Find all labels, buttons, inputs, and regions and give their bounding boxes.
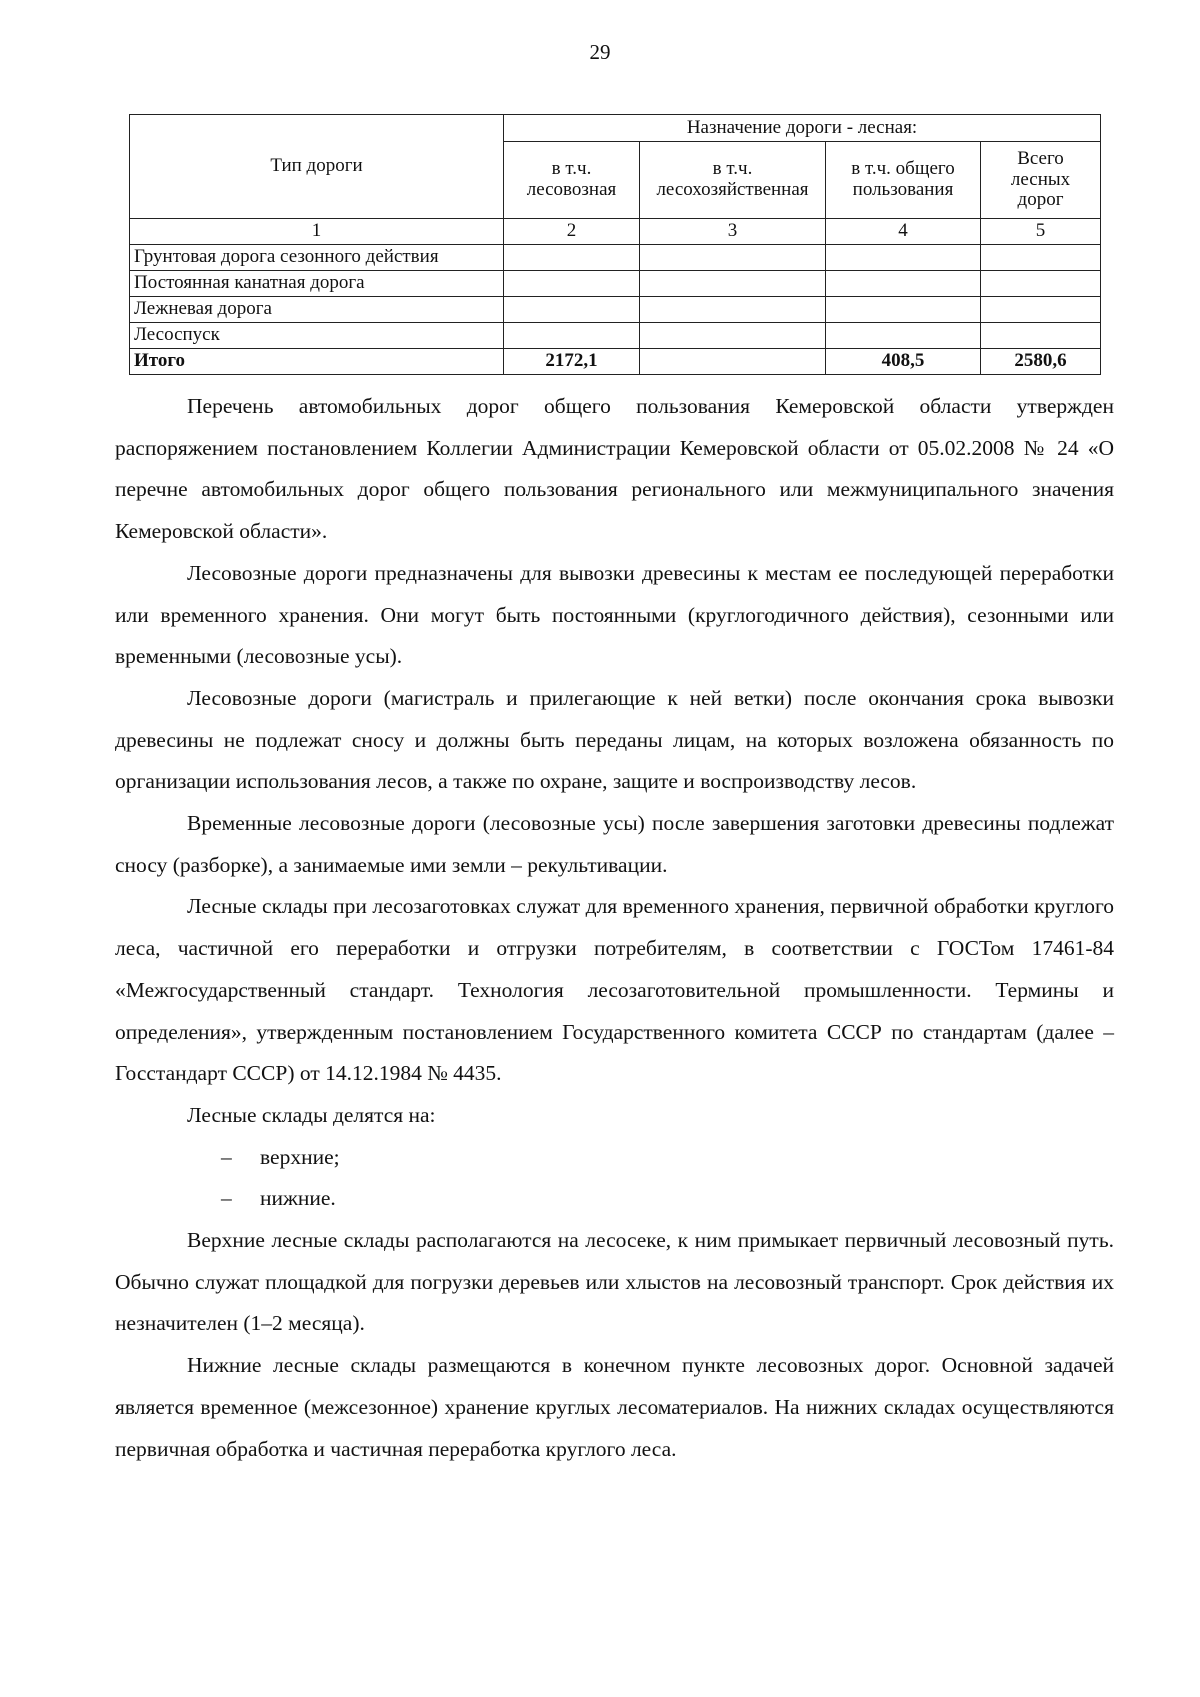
- column-number: 3: [640, 219, 826, 245]
- paragraph: Перечень автомобильных дорог общего пользования Кемеровской области утвержден распоряжением постановлением Коллегии Администрации Кемеровской области от 05.02.2008 № 24 «О перечне автомобильных дорог общего пользования регионального или межмуниципального значения Кемеровской области».: [115, 394, 1114, 544]
- value-cell: [640, 323, 826, 349]
- value-cell: [981, 271, 1101, 297]
- value-cell: [826, 245, 981, 271]
- total-all-cell: 2580,6: [981, 349, 1101, 375]
- value-cell: [826, 297, 981, 323]
- total-forestry-cell: [640, 349, 826, 375]
- header-total-forest-roads: Всего лесных дорог: [981, 142, 1101, 219]
- paragraph: Лесные склады при лесозаготовках служат для временного хранения, первичной обработки круглого леса, частичной его переработки и отгрузки потребителям, в соответствии с ГОСТом 17461-84 «Межгосударственный стандарт. Технология лесозаготовительной промышленности. Термины и определения», утвержденным постановлением Государственного комитета СССР по стандартам (далее – Госстандарт СССР) от 14.12.1984 № 4435.: [115, 894, 1114, 1086]
- header-road-purpose: Назначение дороги - лесная:: [504, 115, 1101, 142]
- road-type-cell: Лежневая дорога: [130, 297, 504, 323]
- header-forestry-roads: в т.ч. лесохозяйственная: [640, 142, 826, 219]
- list-item-text: верхние;: [260, 1144, 340, 1169]
- table-row: [130, 297, 1101, 323]
- road-types-table: [129, 114, 1101, 375]
- header-logging-roads: в т.ч. лесовозная: [504, 142, 640, 219]
- table-row: [130, 245, 1101, 271]
- total-logging-cell: 2172,1: [504, 349, 640, 375]
- paragraph: Верхние лесные склады располагаются на лесосеке, к ним примыкает первичный лесовозный путь. Обычно служат площадкой для погрузки деревьев или хлыстов на лесовозный транспорт. Срок действия их незначителен (1–2 месяца).: [115, 1228, 1114, 1336]
- column-number: 5: [981, 219, 1101, 245]
- page-number: 29: [589, 40, 611, 64]
- road-type-cell: Лесоспуск: [130, 323, 504, 349]
- value-cell: [504, 323, 640, 349]
- value-cell: [981, 297, 1101, 323]
- table-total-row: [130, 349, 1101, 375]
- table-row: [130, 323, 1101, 349]
- value-cell: [640, 297, 826, 323]
- table-row: [130, 271, 1101, 297]
- value-cell: [981, 323, 1101, 349]
- paragraph: Лесовозные дороги предназначены для вывозки древесины к местам ее последующей переработки или временного хранения. Они могут быть постоянными (круглогодичного действия), сезонными или временными (лесовозные усы).: [115, 560, 1114, 669]
- value-cell: [981, 245, 1101, 271]
- value-cell: [504, 245, 640, 271]
- value-cell: [826, 271, 981, 297]
- column-number: 4: [826, 219, 981, 245]
- column-number: 2: [504, 219, 640, 245]
- total-public-cell: 408,5: [826, 349, 981, 375]
- value-cell: [640, 271, 826, 297]
- paragraph: Лесные склады делятся на:: [187, 1102, 436, 1127]
- road-type-cell: Грунтовая дорога сезонного действия: [130, 245, 504, 271]
- header-public-roads: в т.ч. общего пользования: [826, 142, 981, 219]
- paragraph: Временные лесовозные дороги (лесовозные усы) после завершения заготовки древесины подлежат сносу (разборке), а занимаемые ими земли – рекультивации.: [115, 811, 1114, 877]
- paragraph: Нижние лесные склады размещаются в конечном пункте лесовозных дорог. Основной задачей является временное (межсезонное) хранение круглых лесоматериалов. На нижних складах осуществляются первичная обработка и частичная переработка круглого леса.: [115, 1353, 1114, 1461]
- dash-marker: –: [221, 1144, 232, 1169]
- road-type-cell: Постоянная канатная дорога: [130, 271, 504, 297]
- header-road-type: Тип дороги: [130, 115, 504, 219]
- total-label-cell: Итого: [130, 349, 504, 375]
- paragraph: Лесовозные дороги (магистраль и прилегающие к ней ветки) после окончания срока вывозки древесины не подлежат сносу и должны быть переданы лицам, на которых возложена обязанность по организации использования лесов, а также по охране, защите и воспроизводству лесов.: [115, 685, 1114, 794]
- column-numbers-row: [130, 219, 1101, 245]
- value-cell: [826, 323, 981, 349]
- list-item: [115, 1137, 1114, 1179]
- value-cell: [504, 297, 640, 323]
- column-number: 1: [130, 219, 504, 245]
- value-cell: [640, 245, 826, 271]
- body-text: [115, 386, 1114, 1470]
- value-cell: [504, 271, 640, 297]
- list-item: [115, 1178, 1114, 1220]
- list-item-text: нижние.: [260, 1186, 336, 1211]
- table-header-row: [130, 115, 1101, 142]
- dash-marker: –: [221, 1186, 232, 1211]
